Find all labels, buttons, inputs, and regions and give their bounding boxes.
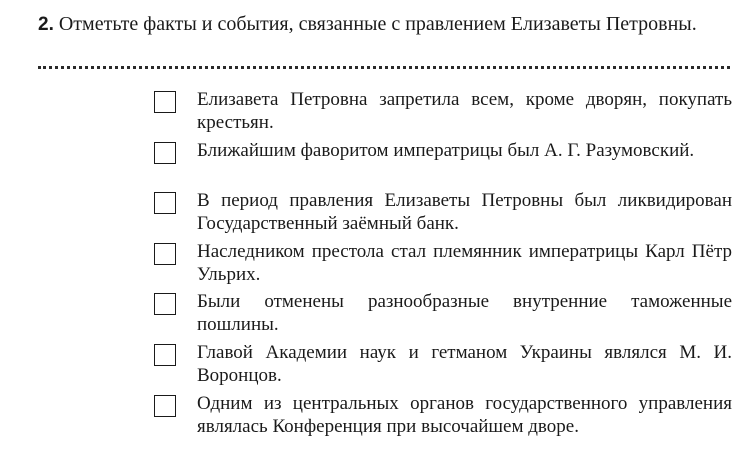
answer-option-text: Главой Академии наук и гетманом Украины являлся М. И. Воронцов. <box>197 341 732 386</box>
answer-option-text: Одним из центральных органов государственного управления являлась Конференция при высочайшем дворе. <box>197 392 732 437</box>
answer-option-text: Елизавета Петровна запретила всем, кроме дворян, покупать крестьян. <box>197 89 732 133</box>
answer-option <box>154 88 732 139</box>
dotted-divider <box>38 66 730 69</box>
answer-option <box>154 290 732 341</box>
answer-option <box>154 341 732 392</box>
answer-checkbox[interactable] <box>154 293 176 315</box>
answer-option <box>154 392 732 443</box>
answer-option <box>154 189 732 240</box>
answer-option <box>154 139 732 190</box>
answer-option-text: Ближайшим фаворитом императрицы был А. Г. Разумовский. <box>197 139 695 161</box>
answer-option <box>154 240 732 291</box>
answer-option-text: Наследником престола стал племянник императрицы Карл Пётр Ульрих. <box>197 240 732 285</box>
answer-checkbox[interactable] <box>154 142 176 164</box>
answer-option-text: Были отменены разнообразные внутренние таможенные пошлины. <box>197 291 732 336</box>
answer-checkbox[interactable] <box>154 344 176 366</box>
answer-checkbox[interactable] <box>154 243 176 265</box>
answer-options-list <box>154 88 732 442</box>
task-question: Отметьте факты и события, связанные с правлением Елизаветы Петровны. <box>58 13 697 35</box>
task-number: 2. <box>38 14 54 35</box>
answer-option-text: В период правления Елизаветы Петровны был ликвидирован Государственный заёмный банк. <box>197 190 732 235</box>
answer-checkbox[interactable] <box>154 192 176 214</box>
answer-checkbox[interactable] <box>154 91 176 113</box>
answer-checkbox[interactable] <box>154 395 176 417</box>
task-heading <box>38 12 698 37</box>
